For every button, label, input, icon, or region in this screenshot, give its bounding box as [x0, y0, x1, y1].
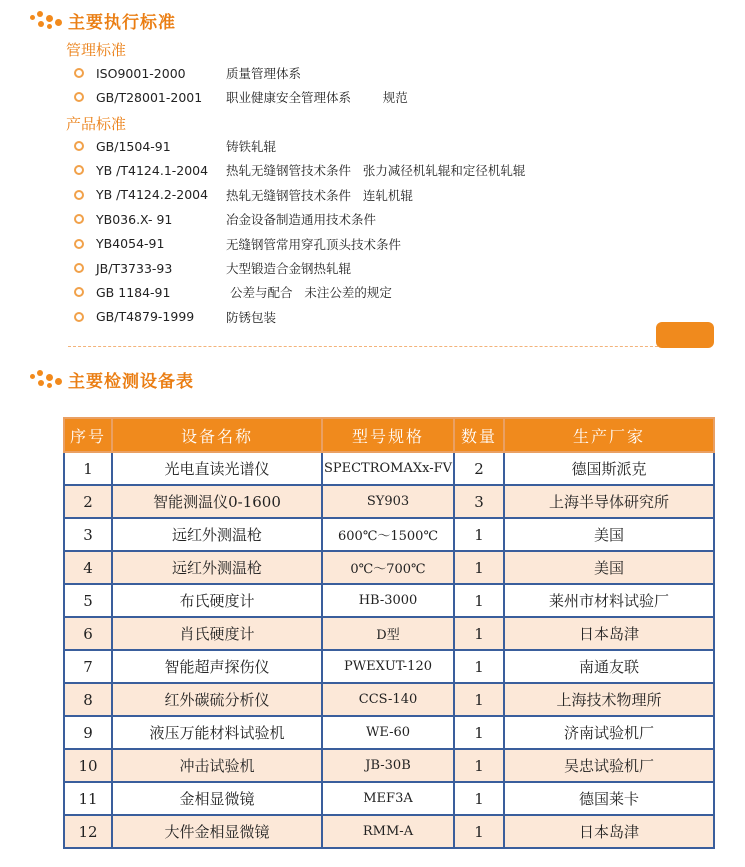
cell-model: SPECTROMAXx-FV	[322, 452, 454, 485]
cell-model: SY903	[322, 485, 454, 518]
table-body	[64, 452, 714, 848]
cell-no: 10	[64, 749, 112, 782]
cell-name: 冲击试验机	[112, 749, 322, 782]
cell-maker: 德国莱卡	[504, 782, 714, 815]
standard-item	[74, 307, 276, 327]
cell-name: 智能超声探伤仪	[112, 650, 322, 683]
cell-qty: 1	[454, 683, 504, 716]
standard-item	[74, 87, 408, 107]
table-row	[64, 485, 714, 518]
cell-qty: 1	[454, 782, 504, 815]
cell-no: 12	[64, 815, 112, 848]
standard-code: GB/1504-91	[96, 138, 171, 154]
circle-bullet-icon	[74, 312, 84, 322]
cell-model: WE-60	[322, 716, 454, 749]
table-row	[64, 650, 714, 683]
cell-maker: 日本岛津	[504, 617, 714, 650]
cell-maker: 南通友联	[504, 650, 714, 683]
cell-qty: 1	[454, 584, 504, 617]
standard-code: YB /T4124.2-2004	[96, 187, 209, 203]
standard-item	[74, 209, 376, 229]
equipment-table	[63, 417, 715, 849]
cell-maker: 美国	[504, 518, 714, 551]
table-row	[64, 749, 714, 782]
circle-bullet-icon	[74, 263, 84, 273]
cell-qty: 1	[454, 551, 504, 584]
circle-bullet-icon	[74, 190, 84, 200]
cell-maker: 吴忠试验机厂	[504, 749, 714, 782]
cell-no: 2	[64, 485, 112, 518]
standard-name: 质量管理体系	[226, 66, 302, 81]
standard-code: GB 1184-91	[96, 284, 171, 300]
cell-qty: 3	[454, 485, 504, 518]
cell-model: CCS-140	[322, 683, 454, 716]
table-row	[64, 584, 714, 617]
header-maker: 生产厂家	[504, 418, 714, 452]
cell-maker: 德国斯派克	[504, 452, 714, 485]
cell-no: 6	[64, 617, 112, 650]
table-row	[64, 617, 714, 650]
cell-model: RMM-A	[322, 815, 454, 848]
dots-icon	[30, 369, 64, 389]
circle-bullet-icon	[74, 239, 84, 249]
standard-name: 冶金设备制造通用技术条件	[226, 212, 377, 228]
standard-item	[74, 136, 276, 156]
orange-tab-decoration	[656, 322, 714, 348]
standard-name: 大型锻造合金钢热轧辊	[226, 261, 352, 276]
standard-code: YB036.X- 91	[96, 211, 173, 227]
dots-icon	[30, 10, 64, 30]
circle-bullet-icon	[74, 92, 84, 102]
cell-model: PWEXUT-120	[322, 650, 454, 683]
circle-bullet-icon	[74, 287, 84, 297]
cell-qty: 1	[454, 749, 504, 782]
cell-model: D型	[322, 617, 454, 650]
table-row	[64, 782, 714, 815]
cell-maker: 美国	[504, 551, 714, 584]
cell-maker: 莱州市材料试验厂	[504, 584, 714, 617]
table-row	[64, 551, 714, 584]
standard-code: JB/T3733-93	[96, 260, 173, 276]
standard-item	[74, 160, 525, 180]
cell-maker: 济南试验机厂	[504, 716, 714, 749]
standard-code: YB /T4124.1-2004	[96, 162, 209, 178]
cell-name: 光电直读光谱仪	[112, 452, 322, 485]
circle-bullet-icon	[74, 214, 84, 224]
header-name: 设备名称	[112, 418, 322, 452]
cell-qty: 1	[454, 716, 504, 749]
cell-model: JB-30B	[322, 749, 454, 782]
table-header-row	[64, 418, 714, 452]
standard-name: 热轧无缝钢管技术条件 张力减径机轧辊和定径机轧辊	[226, 163, 526, 179]
management-standards-heading: 管理标准	[66, 41, 127, 59]
cell-no: 5	[64, 584, 112, 617]
product-standards-heading: 产品标准	[66, 115, 127, 133]
circle-bullet-icon	[74, 141, 84, 151]
cell-no: 8	[64, 683, 112, 716]
table-row	[64, 815, 714, 848]
section-equipment-title	[30, 367, 194, 391]
standard-name: 防锈包装	[226, 309, 277, 325]
cell-model: MEF3A	[322, 782, 454, 815]
standard-item	[74, 258, 351, 278]
table-row	[64, 716, 714, 749]
table-row	[64, 452, 714, 485]
cell-name: 智能测温仪0-1600	[112, 485, 322, 518]
cell-no: 4	[64, 551, 112, 584]
standard-item	[74, 63, 301, 83]
standard-name: 职业健康安全管理体系 规范	[226, 90, 408, 106]
standard-item	[74, 185, 413, 205]
cell-name: 远红外测温枪	[112, 551, 322, 584]
standard-item	[74, 234, 401, 254]
cell-name: 布氏硬度计	[112, 584, 322, 617]
standard-code: YB4054-91	[96, 236, 165, 252]
cell-no: 7	[64, 650, 112, 683]
standard-code: GB/T28001-2001	[96, 89, 203, 105]
cell-qty: 2	[454, 452, 504, 485]
circle-bullet-icon	[74, 68, 84, 78]
cell-qty: 1	[454, 617, 504, 650]
cell-no: 9	[64, 716, 112, 749]
cell-name: 大件金相显微镜	[112, 815, 322, 848]
cell-qty: 1	[454, 650, 504, 683]
cell-no: 1	[64, 452, 112, 485]
table-row	[64, 518, 714, 551]
cell-model: 600℃～1500℃	[322, 518, 454, 551]
standard-name: 公差与配合 未注公差的规定	[226, 285, 392, 301]
section-standards-title	[30, 8, 176, 32]
standard-code: ISO9001-2000	[96, 65, 186, 81]
cell-maker: 日本岛津	[504, 815, 714, 848]
standard-code: GB/T4879-1999	[96, 309, 195, 325]
cell-name: 远红外测温枪	[112, 518, 322, 551]
cell-model: 0℃～700℃	[322, 551, 454, 584]
header-model: 型号规格	[322, 418, 454, 452]
cell-name: 肖氏硬度计	[112, 617, 322, 650]
standard-name: 热轧无缝钢管技术条件 连轧机辊	[226, 187, 413, 203]
cell-name: 金相显微镜	[112, 782, 322, 815]
standard-item	[74, 282, 392, 302]
circle-bullet-icon	[74, 165, 84, 175]
standard-name: 铸铁轧辊	[226, 139, 277, 154]
cell-no: 11	[64, 782, 112, 815]
header-qty: 数量	[454, 418, 504, 452]
table-row	[64, 683, 714, 716]
cell-maker: 上海半导体研究所	[504, 485, 714, 518]
cell-maker: 上海技术物理所	[504, 683, 714, 716]
cell-qty: 1	[454, 518, 504, 551]
equipment-table-wrap	[63, 417, 713, 849]
cell-no: 3	[64, 518, 112, 551]
section-title-text: 主要检测设备表	[68, 371, 194, 392]
cell-qty: 1	[454, 815, 504, 848]
cell-name: 红外碳硫分析仪	[112, 683, 322, 716]
divider-line	[68, 346, 668, 347]
section-title-text: 主要执行标准	[68, 12, 176, 33]
cell-name: 液压万能材料试验机	[112, 716, 322, 749]
header-no: 序号	[64, 418, 112, 452]
standard-name: 无缝钢管常用穿孔顶头技术条件	[226, 236, 402, 252]
cell-model: HB-3000	[322, 584, 454, 617]
